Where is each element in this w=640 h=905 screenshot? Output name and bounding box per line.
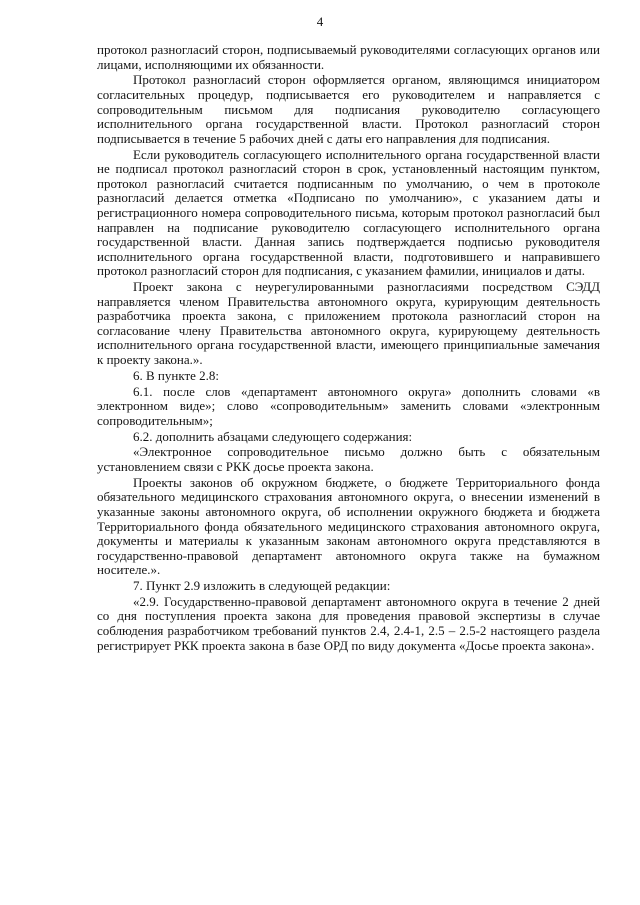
paragraph-10: 7. Пункт 2.9 изложить в следующей редакции: [133,578,391,594]
paragraph-8: «Электронное сопроводительное письмо должно быть с обязательным установлением связи с РКК досье проекта закона. [97,444,600,474]
paragraph-4: Проект закона с неурегулированными разногласиями посредством СЭДД направляется членом Правительства автономного округа, курирующим деятельность разработчика проекта закона, с приложением протокола разногласий сторон на согласование члену Правительства автономного округа, курирующему деятельность исполнительного органа государственной власти, имеющего принципиальные замечания к проекту закона.». [97,279,600,368]
paragraph-2: Протокол разногласий сторон оформляется органом, являющимся инициатором согласительных процедур, подписывается его руководителем и направляется с сопроводительным письмом для подписания руководителю согласующего исполнительного органа государственной власти. Протокол разногласий сторон подписывается в течение 5 рабочих дней с даты его направления для подписания. [97,72,600,146]
page-number: 4 [316,14,324,29]
paragraph-1: протокол разногласий сторон, подписываемый руководителями согласующих органов или лицами, исполняющими их обязанности. [97,42,600,72]
paragraph-6: 6.1. после слов «департамент автономного округа» дополнить словами «в электронном виде»; слово «сопроводительным» заменить словами «электронным сопроводительным»; [97,383,600,428]
paragraph-9: Проекты законов об окружном бюджете, о бюджете Территориального фонда обязательного медицинского страхования автономного округа, о внесении изменений в указанные законы автономного округа, об исполнении окружного бюджета и бюджета Территориального фонда обязательного медицинского страхования автономного округа, документы и материалы к указанным законам автономного округа представляются в государственно-правовой департамент автономного округа также на бумажном носителе.». [97,474,600,578]
paragraph-7: 6.2. дополнить абзацами следующего содержания: [133,428,413,444]
paragraph-5: 6. В пункте 2.8: [133,367,220,383]
paragraph-3: Если руководитель согласующего исполнительного органа государственной власти не подписал протокол разногласий сторон в срок, установленный настоящим пунктом, протокол разногласий считается подписанным по умолчанию, о чем в протоколе разногласий делается отметка «Подписано по умолчанию», с указанием даты и регистрационного номера сопроводительного письма, которым протокол разногласий был направлен на подписание руководителю согласующего исполнительного органа государственной власти. Данная запись подтверждается подписью руководителя исполнительного органа государственной власти, подготовившего и направившего протокол разногласий сторон для подписания, с указанием фамилии, инициалов и даты. [97,146,600,279]
paragraph-11: «2.9. Государственно-правовой департамент автономного округа в течение 2 дней со дня поступления проекта закона для проведения правовой экспертизы в случае соблюдения разработчиком требований пунктов 2.4, 2.4-1, 2.5 – 2.5-2 настоящего раздела регистрирует РКК проекта закона в базе ОРД по виду документа «Досье проекта закона». [97,593,600,653]
document-body [97,43,600,654]
